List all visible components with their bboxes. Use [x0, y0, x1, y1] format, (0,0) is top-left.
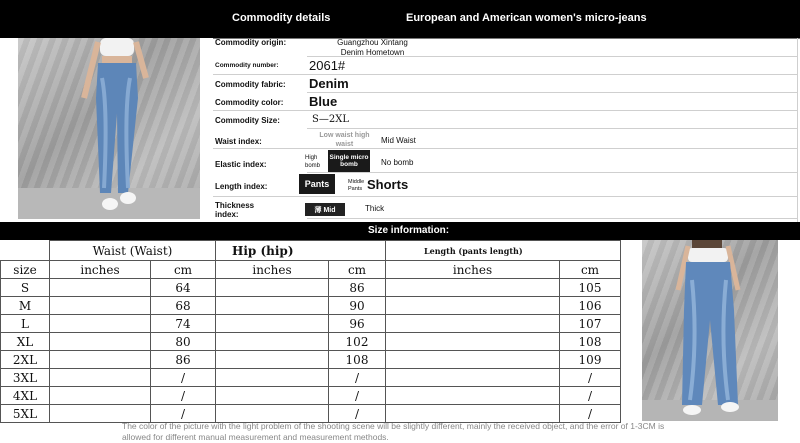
size-information-title: Size information:	[368, 225, 450, 236]
waist-option-low-high: Low waist high waist	[319, 132, 370, 148]
table-row: 3XL / / /	[1, 369, 621, 387]
size-table	[0, 240, 621, 423]
color-value: Blue	[309, 94, 338, 109]
number-label: Commodity number:	[215, 62, 279, 69]
table-row: M 68 90 106	[1, 297, 621, 315]
thickness-option-thick: Thick	[365, 204, 385, 213]
length-option-shorts: Shorts	[367, 177, 409, 192]
waist-label: Waist index:	[215, 137, 262, 146]
table-row: XL 80 102 108	[1, 333, 621, 351]
waist-group-header: Waist (Waist)	[50, 241, 216, 261]
length-group-header: Length (pants length)	[386, 241, 621, 261]
disclaimer-note: The color of the picture with the light problem of the shooting scene will be slightly different, mainly the received object, and the error of 1-3CM is allowed for different manual measurement and measurement methods.	[122, 421, 665, 442]
elastic-option-none: No bomb	[381, 158, 414, 167]
table-row: 5XL / / /	[1, 405, 621, 423]
hip-group-header: Hip (hip)	[216, 241, 386, 261]
model-front-photo	[18, 38, 200, 219]
model-back-photo	[642, 240, 778, 421]
commodity-details-title: Commodity details	[232, 12, 331, 24]
product-title: European and American women's micro-jeans	[406, 12, 647, 24]
table-row: 4XL / / /	[1, 387, 621, 405]
waist-inches-header: inches	[50, 261, 151, 279]
table-row: L 74 96 107	[1, 315, 621, 333]
size-information-bar	[0, 222, 800, 240]
length-label: Length index:	[215, 182, 268, 191]
fabric-label: Commodity fabric:	[215, 80, 286, 89]
size-col-header: size	[1, 261, 50, 279]
size-value: S—2XL	[312, 114, 349, 125]
table-row: S 64 86 105	[1, 279, 621, 297]
length-inches-header: inches	[386, 261, 560, 279]
color-label: Commodity color:	[215, 98, 284, 107]
table-row: 2XL 86 108 109	[1, 351, 621, 369]
elastic-option-high: High bomb	[305, 155, 321, 169]
size-label: Commodity Size:	[215, 116, 280, 125]
number-value: 2061#	[309, 58, 346, 73]
elastic-label: Elastic index:	[215, 160, 267, 169]
fabric-value: Denim	[309, 76, 349, 91]
hip-inches-header: inches	[216, 261, 329, 279]
length-option-middle: Middle Pants	[348, 179, 365, 192]
origin-label: Commodity origin:	[215, 38, 287, 47]
waist-cm-header: cm	[151, 261, 216, 279]
length-option-pants: Pants	[299, 174, 335, 194]
header-bar	[0, 0, 800, 38]
waist-option-mid: Mid Waist	[381, 136, 416, 145]
elastic-option-single-micro: Single micro bomb	[328, 150, 370, 172]
origin-value: Guangzhou Xintang Denim Hometown	[337, 38, 408, 57]
thickness-option-mid: 薄 Mid	[305, 203, 345, 216]
hip-cm-header: cm	[329, 261, 386, 279]
length-cm-header: cm	[560, 261, 621, 279]
thickness-label: Thickness index:	[215, 201, 255, 219]
